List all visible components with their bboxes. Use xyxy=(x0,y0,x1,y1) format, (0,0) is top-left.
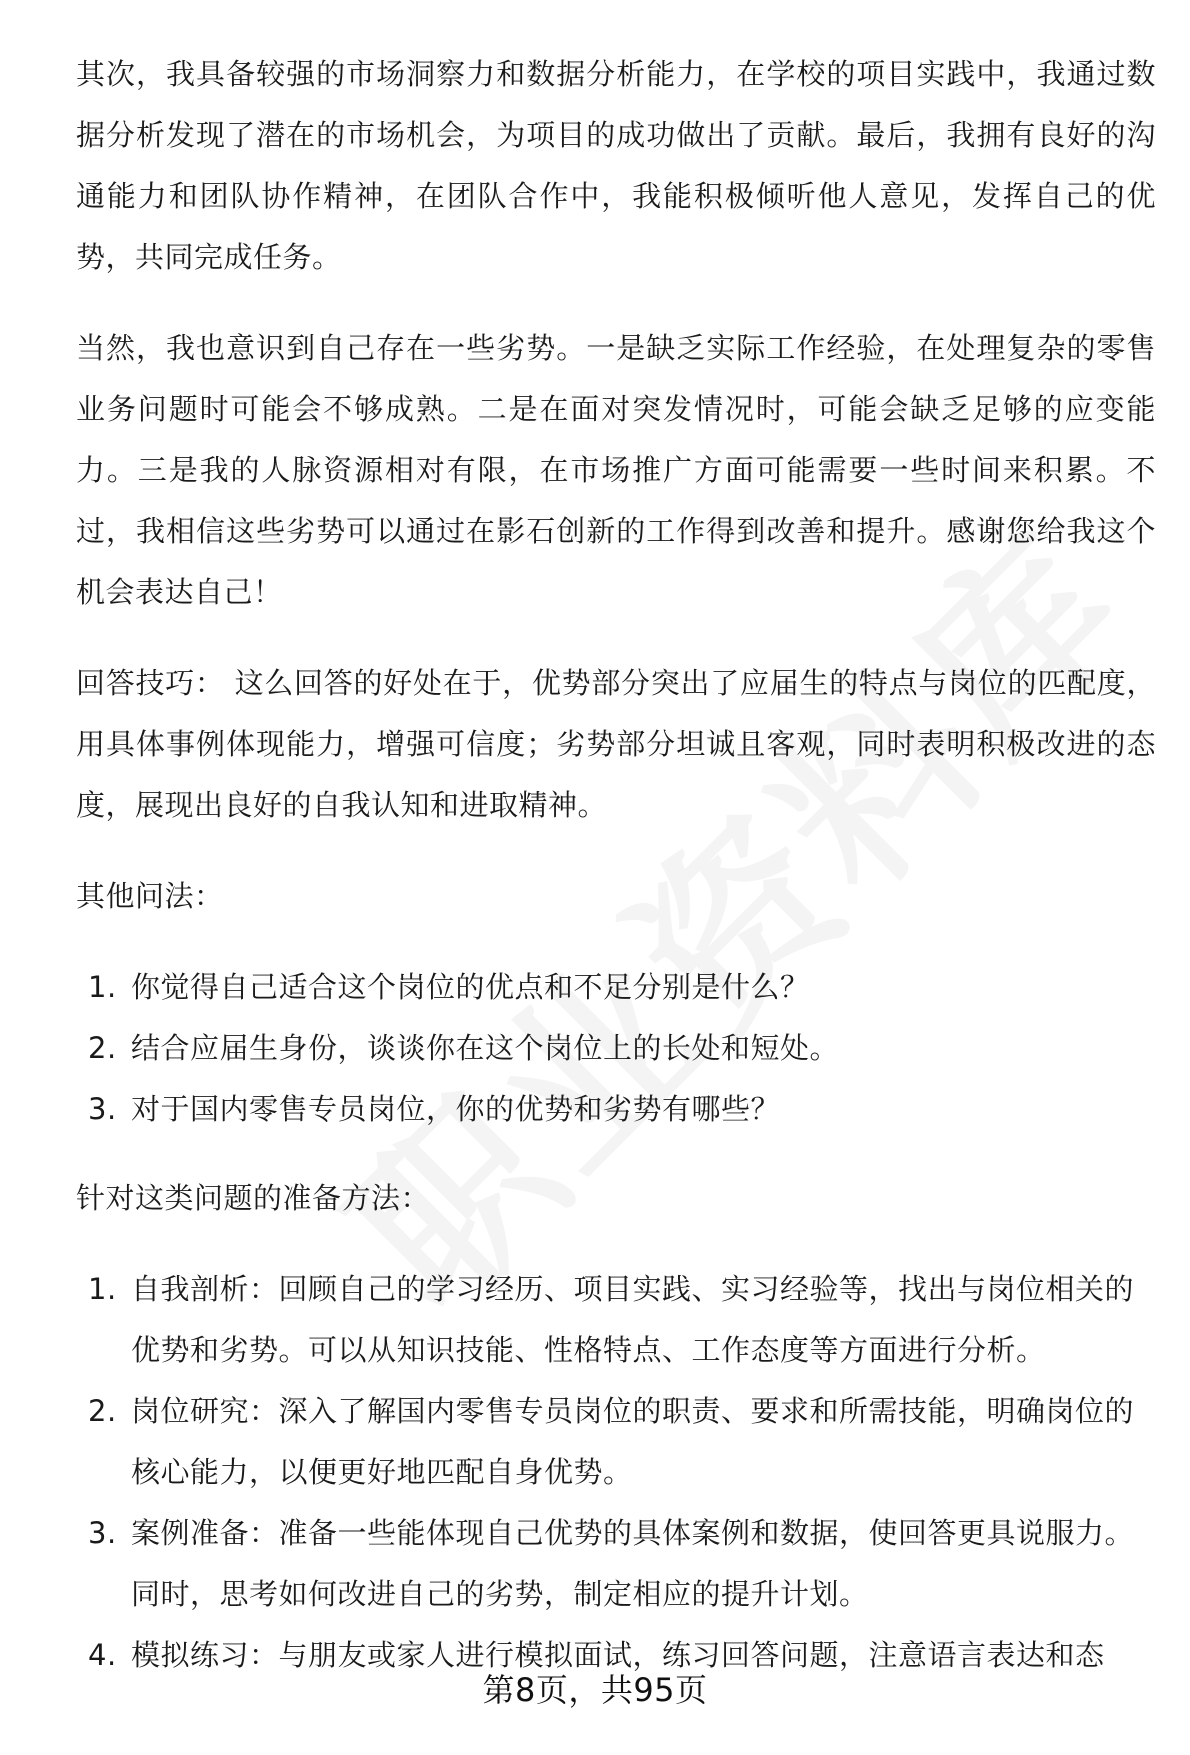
list-item xyxy=(76,1503,1156,1625)
list-item xyxy=(76,1381,1156,1503)
list-number: 3. xyxy=(88,1516,117,1550)
paragraph-strengths: 其次，我具备较强的市场洞察力和数据分析能力，在学校的项目实践中，我通过数据分析发现了潜在的市场机会，为项目的成功做出了贡献。最后，我拥有良好的沟通能力和团队协作精神，在团队合作中，我能积极倾听他人意见，发挥自己的优势，共同完成任务。 xyxy=(76,57,1156,274)
page-number-footer: 第8页，共95页 xyxy=(482,1671,708,1709)
list-item-text: 对于国内零售专员岗位，你的优势和劣势有哪些？ xyxy=(131,1092,781,1126)
list-item xyxy=(76,1079,1156,1140)
list-item-text: 自我剖析：回顾自己的学习经历、项目实践、实习经验等，找出与岗位相关的优势和劣势。可以从知识技能、性格特点、工作态度等方面进行分析。 xyxy=(131,1272,1135,1367)
list-item xyxy=(76,1259,1156,1381)
list-number: 1. xyxy=(88,970,117,1004)
list-item-text: 岗位研究：深入了解国内零售专员岗位的职责、要求和所需技能，明确岗位的核心能力，以便更好地匹配自身优势。 xyxy=(131,1394,1135,1489)
list-number: 3. xyxy=(88,1092,117,1126)
list-item-text: 模拟练习：与朋友或家人进行模拟面试，练习回答问题，注意语言表达和态 xyxy=(131,1638,1105,1672)
other-questions-list xyxy=(76,957,1156,1140)
other-questions-heading: 其他问法： xyxy=(76,879,224,913)
list-number: 2. xyxy=(88,1031,117,1065)
list-item xyxy=(76,1018,1156,1079)
list-item-text: 案例准备：准备一些能体现自己优势的具体案例和数据，使回答更具说服力。同时，思考如何改进自己的劣势，制定相应的提升计划。 xyxy=(131,1516,1135,1611)
list-item-text: 结合应届生身份，谈谈你在这个岗位上的长处和短处。 xyxy=(131,1031,840,1065)
preparation-list xyxy=(76,1259,1156,1686)
preparation-heading: 针对这类问题的准备方法： xyxy=(76,1181,431,1215)
list-number: 1. xyxy=(88,1272,117,1306)
list-item xyxy=(76,957,1156,1018)
paragraph-weaknesses: 当然，我也意识到自己存在一些劣势。一是缺乏实际工作经验，在处理复杂的零售业务问题时可能会不够成熟。二是在面对突发情况时，可能会缺乏足够的应变能力。三是我的人脉资源相对有限，在市场推广方面可能需要一些时间来积累。不过，我相信这些劣势可以通过在影石创新的工作得到改善和提升。感谢您给我这个机会表达自己！ xyxy=(76,331,1156,609)
list-number: 4. xyxy=(88,1638,117,1672)
list-number: 2. xyxy=(88,1394,117,1428)
paragraph-answer-tips: 回答技巧： 这么回答的好处在于，优势部分突出了应届生的特点与岗位的匹配度，用具体事例体现能力，增强可信度；劣势部分坦诚且客观，同时表明积极改进的态度，展现出良好的自我认知和进取精神。 xyxy=(76,666,1156,822)
page-content xyxy=(76,44,1156,1714)
list-item-text: 你觉得自己适合这个岗位的优点和不足分别是什么？ xyxy=(131,970,810,1004)
